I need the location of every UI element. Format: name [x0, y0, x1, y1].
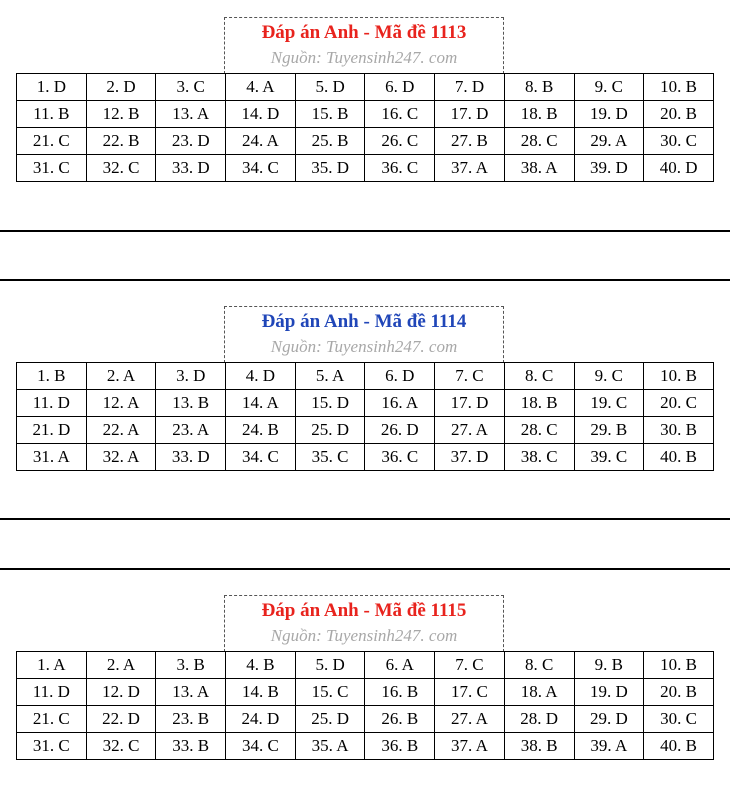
- answer-cell: 13. B: [156, 390, 226, 417]
- table-row: [17, 128, 714, 155]
- answer-cell: 15. C: [295, 679, 365, 706]
- answer-cell: 14. D: [226, 101, 296, 128]
- answer-cell: 28. C: [504, 128, 574, 155]
- answer-cell: 29. A: [574, 128, 644, 155]
- answer-cell: 5. A: [295, 363, 365, 390]
- separator-line: [0, 518, 730, 520]
- answer-cell: 17. C: [435, 679, 505, 706]
- answer-cell: 40. B: [644, 444, 714, 471]
- answer-cell: 34. C: [226, 155, 296, 182]
- answer-cell: 5. D: [295, 652, 365, 679]
- answer-cell: 14. A: [226, 390, 296, 417]
- answer-cell: 32. C: [86, 155, 156, 182]
- table-row: [17, 652, 714, 679]
- answer-cell: 40. B: [644, 733, 714, 760]
- answer-cell: 30. B: [644, 417, 714, 444]
- answer-cell: 22. A: [86, 417, 156, 444]
- answer-cell: 10. B: [644, 74, 714, 101]
- answer-cell: 14. B: [226, 679, 296, 706]
- sheet-source: Nguồn: Tuyensinh247. com: [270, 337, 458, 356]
- answer-cell: 5. D: [295, 74, 365, 101]
- answer-cell: 18. A: [504, 679, 574, 706]
- answer-cell: 6. D: [365, 74, 435, 101]
- answer-cell: 34. C: [226, 444, 296, 471]
- table-row: [17, 155, 714, 182]
- answer-cell: 28. C: [504, 417, 574, 444]
- answer-cell: 26. C: [365, 128, 435, 155]
- answer-cell: 18. B: [504, 101, 574, 128]
- answer-cell: 33. D: [156, 444, 226, 471]
- answer-cell: 23. D: [156, 128, 226, 155]
- sheet-source: Nguồn: Tuyensinh247. com: [270, 626, 458, 645]
- answer-cell: 2. A: [86, 363, 156, 390]
- answer-cell: 12. B: [86, 101, 156, 128]
- answer-cell: 35. A: [295, 733, 365, 760]
- answer-cell: 7. D: [435, 74, 505, 101]
- answer-cell: 20. C: [644, 390, 714, 417]
- answer-cell: 33. D: [156, 155, 226, 182]
- answer-cell: 30. C: [644, 706, 714, 733]
- answer-cell: 29. D: [574, 706, 644, 733]
- answer-cell: 16. B: [365, 679, 435, 706]
- answer-cell: 3. B: [156, 652, 226, 679]
- answer-cell: 31. A: [17, 444, 87, 471]
- answer-cell: 23. A: [156, 417, 226, 444]
- answer-cell: 17. D: [435, 101, 505, 128]
- answer-cell: 9. B: [574, 652, 644, 679]
- answer-cell: 9. C: [574, 74, 644, 101]
- answer-table-1113: [16, 73, 714, 182]
- answer-cell: 1. B: [17, 363, 87, 390]
- answer-cell: 12. D: [86, 679, 156, 706]
- table-row: [17, 733, 714, 760]
- answer-cell: 16. C: [365, 101, 435, 128]
- answer-cell: 38. B: [504, 733, 574, 760]
- answer-cell: 26. B: [365, 706, 435, 733]
- answer-cell: 32. A: [86, 444, 156, 471]
- answer-cell: 17. D: [435, 390, 505, 417]
- answer-cell: 25. B: [295, 128, 365, 155]
- answer-cell: 37. D: [435, 444, 505, 471]
- answer-cell: 11. B: [17, 101, 87, 128]
- sheet-title: Đáp án Anh - Mã đề 1115: [261, 600, 467, 621]
- answer-cell: 11. D: [17, 679, 87, 706]
- answer-cell: 6. A: [365, 652, 435, 679]
- answer-cell: 4. D: [226, 363, 296, 390]
- answer-cell: 34. C: [226, 733, 296, 760]
- answer-cell: 11. D: [17, 390, 87, 417]
- table-row: [17, 390, 714, 417]
- answer-cell: 36. B: [365, 733, 435, 760]
- answer-cell: 20. B: [644, 679, 714, 706]
- answer-cell: 28. D: [504, 706, 574, 733]
- answer-cell: 38. C: [504, 444, 574, 471]
- answer-cell: 25. D: [295, 706, 365, 733]
- answer-cell: 1. A: [17, 652, 87, 679]
- answer-cell: 27. A: [435, 706, 505, 733]
- table-row: [17, 417, 714, 444]
- answer-cell: 4. B: [226, 652, 296, 679]
- answer-cell: 32. C: [86, 733, 156, 760]
- table-row: [17, 74, 714, 101]
- answer-cell: 22. B: [86, 128, 156, 155]
- answer-cell: 38. A: [504, 155, 574, 182]
- answer-cell: 18. B: [504, 390, 574, 417]
- answer-cell: 31. C: [17, 155, 87, 182]
- answer-cell: 29. B: [574, 417, 644, 444]
- answer-cell: 25. D: [295, 417, 365, 444]
- answer-cell: 2. A: [86, 652, 156, 679]
- answer-cell: 19. D: [574, 679, 644, 706]
- answer-cell: 19. D: [574, 101, 644, 128]
- answer-cell: 35. C: [295, 444, 365, 471]
- answer-cell: 36. C: [365, 444, 435, 471]
- answer-cell: 10. B: [644, 363, 714, 390]
- answer-cell: 2. D: [86, 74, 156, 101]
- answer-cell: 24. B: [226, 417, 296, 444]
- answer-cell: 1. D: [17, 74, 87, 101]
- answer-cell: 21. D: [17, 417, 87, 444]
- answer-cell: 10. B: [644, 652, 714, 679]
- answer-cell: 15. D: [295, 390, 365, 417]
- answer-cell: 3. C: [156, 74, 226, 101]
- answer-cell: 27. A: [435, 417, 505, 444]
- answer-table-1114: [16, 362, 714, 471]
- answer-cell: 23. B: [156, 706, 226, 733]
- answer-cell: 12. A: [86, 390, 156, 417]
- answer-cell: 3. D: [156, 363, 226, 390]
- answer-cell: 27. B: [435, 128, 505, 155]
- answer-cell: 26. D: [365, 417, 435, 444]
- sheet-header-1113: [224, 17, 504, 74]
- answer-cell: 37. A: [435, 733, 505, 760]
- answer-cell: 39. C: [574, 444, 644, 471]
- answer-cell: 24. D: [226, 706, 296, 733]
- answer-cell: 13. A: [156, 679, 226, 706]
- sheet-source: Nguồn: Tuyensinh247. com: [270, 48, 458, 67]
- answer-cell: 13. A: [156, 101, 226, 128]
- separator-line: [0, 230, 730, 232]
- sheet-header-1114: [224, 306, 504, 363]
- answer-cell: 15. B: [295, 101, 365, 128]
- table-row: [17, 444, 714, 471]
- answer-cell: 6. D: [365, 363, 435, 390]
- answer-cell: 30. C: [644, 128, 714, 155]
- answer-cell: 33. B: [156, 733, 226, 760]
- answer-cell: 39. D: [574, 155, 644, 182]
- table-row: [17, 363, 714, 390]
- answer-cell: 24. A: [226, 128, 296, 155]
- answer-cell: 21. C: [17, 706, 87, 733]
- answer-cell: 36. C: [365, 155, 435, 182]
- answer-cell: 7. C: [435, 363, 505, 390]
- answer-cell: 20. B: [644, 101, 714, 128]
- answer-cell: 31. C: [17, 733, 87, 760]
- answer-cell: 21. C: [17, 128, 87, 155]
- answer-cell: 9. C: [574, 363, 644, 390]
- answer-cell: 40. D: [644, 155, 714, 182]
- table-row: [17, 706, 714, 733]
- sheet-title: Đáp án Anh - Mã đề 1114: [261, 311, 467, 332]
- answer-cell: 4. A: [226, 74, 296, 101]
- answer-cell: 16. A: [365, 390, 435, 417]
- table-row: [17, 101, 714, 128]
- answer-cell: 39. A: [574, 733, 644, 760]
- separator-line: [0, 568, 730, 570]
- table-row: [17, 679, 714, 706]
- separator-line: [0, 279, 730, 281]
- answer-cell: 7. C: [435, 652, 505, 679]
- answer-table-1115: [16, 651, 714, 760]
- answer-cell: 35. D: [295, 155, 365, 182]
- answer-cell: 19. C: [574, 390, 644, 417]
- answer-cell: 22. D: [86, 706, 156, 733]
- sheet-header-1115: [224, 595, 504, 652]
- answer-cell: 8. B: [504, 74, 574, 101]
- answer-cell: 37. A: [435, 155, 505, 182]
- answer-cell: 8. C: [504, 652, 574, 679]
- answer-cell: 8. C: [504, 363, 574, 390]
- sheet-title: Đáp án Anh - Mã đề 1113: [261, 22, 467, 43]
